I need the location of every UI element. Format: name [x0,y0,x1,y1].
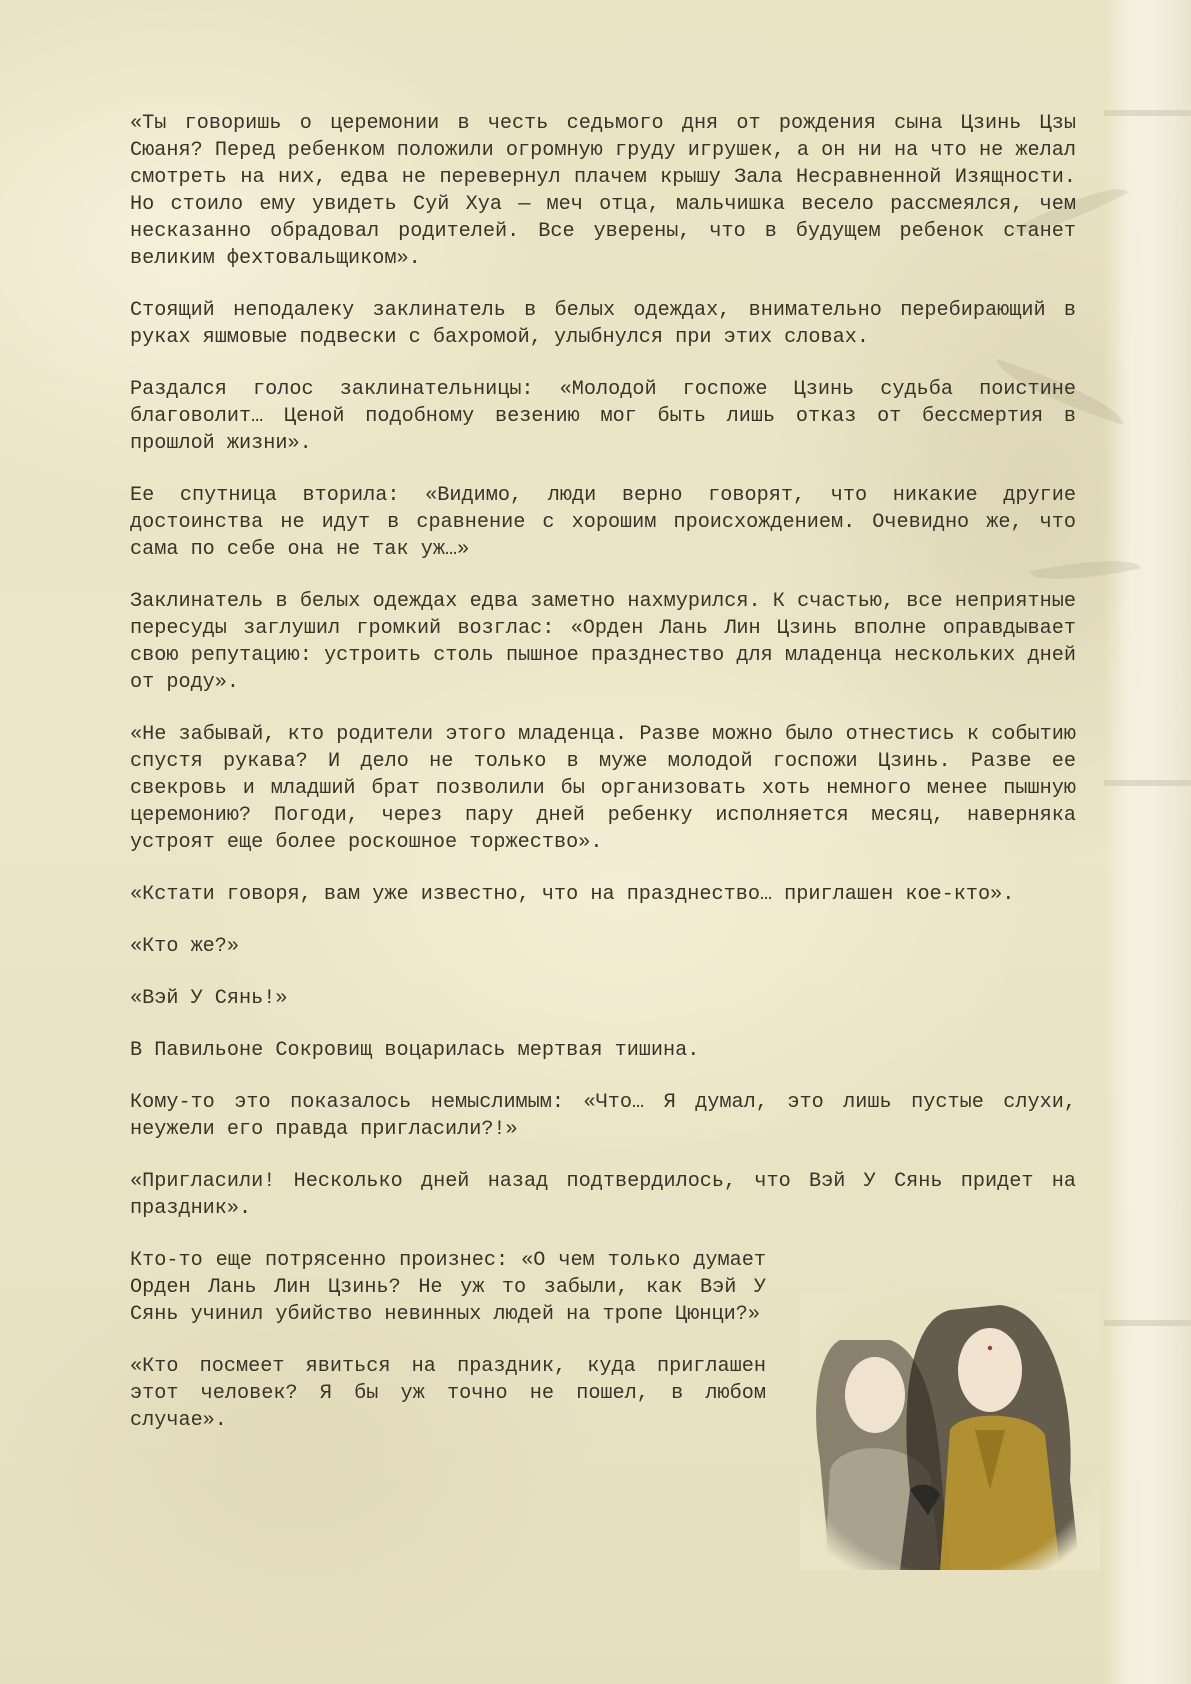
paragraph: Кому-то это показалось немыслимым: «Что… Я думал, это лишь пустые слухи, неужели его правда пригласили?!» [130,1091,1076,1141]
bamboo-node-decoration [1104,1320,1191,1326]
paragraph: «Ты говоришь о церемонии в честь седьмого дня от рождения сына Цзинь Цзы Сюаня? Перед ребенком положили огромную груду игрушек, а он ни на что не желал смотреть на них, едва не перевернул плачем крышу Зала Несравненной Изящности. Но стоило ему увидеть Суй Хуа — меч отца, мальчишка весело рассмеялся, чем несказанно обрадовал родителей. Все уверены, что в будущем ребенок станет великим фехтовальщиком». [130,112,1076,270]
paragraph: Ее спутница вторила: «Видимо, люди верно говорят, что никакие другие достоинства не идут в сравнение с хорошим происхождением. Очевидно же, что сама по себе она не так уж…» [130,484,1076,561]
paragraph: Стоящий неподалеку заклинатель в белых одеждах, внимательно перебирающий в руках яшмовые подвески с бахромой, улыбнулся при этих словах. [130,299,1076,349]
bamboo-node-decoration [1104,780,1191,786]
body-text [130,110,1076,1459]
paragraph: «Кто же?» [130,935,240,958]
illustration-two-figures [800,1290,1100,1570]
paragraph: Раздался голос заклинательницы: «Молодой госпоже Цзинь судьба поистине благоволит… Ценой подобному везению мог быть лишь отказ от бессмертия в прошлой жизни». [130,378,1076,455]
bamboo-node-decoration [1104,110,1191,116]
paragraph: Заклинатель в белых одеждах едва заметно нахмурился. К счастью, все неприятные пересуды заглушил громкий возглас: «Орден Лань Лин Цзинь вполне оправдывает свою репутацию: устроить столь пышное празднество для младенца нескольких дней от роду». [130,590,1076,694]
paragraph: «Кто посмеет явиться на праздник, куда приглашен этот человек? Я бы уж точно не пошел, в любом случае». [130,1355,766,1432]
paragraph: «Не забывай, кто родители этого младенца. Разве можно было отнестись к событию спустя рукава? И дело не только в муже молодой госпожи Цзинь. Разве ее свекровь и младший брат позволили бы организовать хоть немного менее пышную церемонию? Погоди, через пару дней ребенку исполняется месяц, наверняка устроят еще более роскошное торжество». [130,723,1076,854]
paragraph: В Павильоне Сокровищ воцарилась мертвая тишина. [130,1039,700,1062]
paragraph: Кто-то еще потрясенно произнес: «О чем только думает Орден Лань Лин Цзинь? Не уж то забыли, как Вэй У Сянь учинил убийство невинных людей на тропе Цюнци?» [130,1249,766,1326]
paragraph: «Вэй У Сянь!» [130,987,288,1010]
paragraph: «Пригласили! Несколько дней назад подтвердилось, что Вэй У Сянь придет на праздник». [130,1170,1076,1220]
paragraph: «Кстати говоря, вам уже известно, что на празднество… приглашен кое-кто». [130,883,1015,906]
bamboo-background-decoration [1104,0,1191,1684]
